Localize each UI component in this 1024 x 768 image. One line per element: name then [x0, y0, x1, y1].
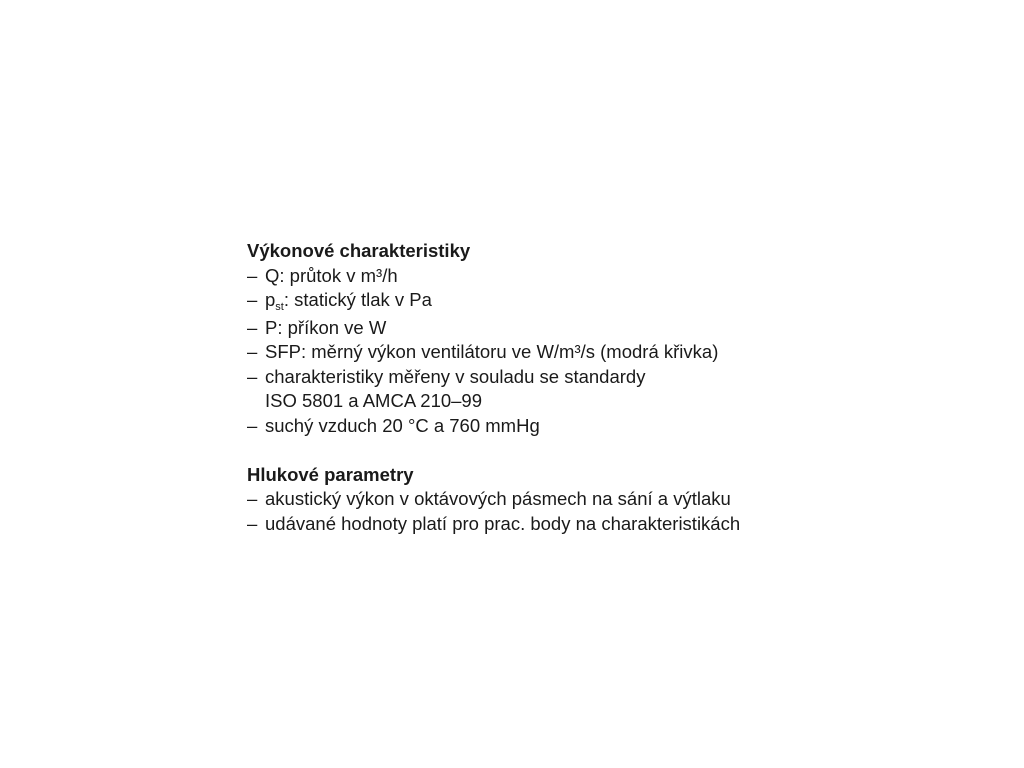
- dash-bullet: –: [247, 414, 258, 436]
- list-item-acoustic-power: [247, 487, 847, 512]
- item-text: SFP: měrný výkon ventilátoru ve W/m³/s (modrá křivka): [265, 341, 719, 362]
- dash-bullet: –: [247, 264, 258, 286]
- noise-heading: Hlukové parametry: [247, 463, 414, 485]
- performance-section: [247, 239, 847, 438]
- document-body: [247, 239, 847, 536]
- item-text: udávané hodnoty platí pro prac. body na charakteristikách: [265, 512, 741, 534]
- list-item-flow: [247, 264, 847, 289]
- item-text-prefix: p: [265, 289, 276, 310]
- dash-bullet: –: [247, 316, 258, 338]
- item-text: P: příkon ve W: [265, 316, 387, 338]
- item-text: charakteristiky měřeny v souladu se standardy: [265, 365, 646, 387]
- dash-bullet: –: [247, 289, 258, 310]
- performance-list: [247, 264, 847, 439]
- item-text-continuation: ISO 5801 a AMCA 210–99: [265, 390, 483, 411]
- dash-bullet: –: [247, 341, 258, 362]
- item-text-subscript: st: [275, 301, 284, 313]
- noise-section: [247, 463, 847, 537]
- dash-bullet: –: [247, 365, 258, 387]
- list-item-standards: [247, 365, 847, 414]
- item-text-rest: : statický tlak v Pa: [283, 289, 432, 310]
- performance-heading: Výkonové charakteristiky: [247, 240, 471, 261]
- list-item-static-pressure: [247, 288, 847, 316]
- dash-bullet: –: [247, 488, 258, 509]
- item-text: akustický výkon v oktávových pásmech na sání a výtlaku: [265, 488, 731, 509]
- list-item-power: [247, 316, 847, 341]
- noise-list: [247, 487, 847, 536]
- item-text: Q: průtok v m³/h: [265, 264, 398, 286]
- item-text: suchý vzduch 20 °C a 760 mmHg: [265, 414, 540, 436]
- list-item-sfp: [247, 340, 847, 365]
- list-item-dry-air: [247, 414, 847, 439]
- list-item-values-note: [247, 512, 847, 537]
- dash-bullet: –: [247, 512, 258, 534]
